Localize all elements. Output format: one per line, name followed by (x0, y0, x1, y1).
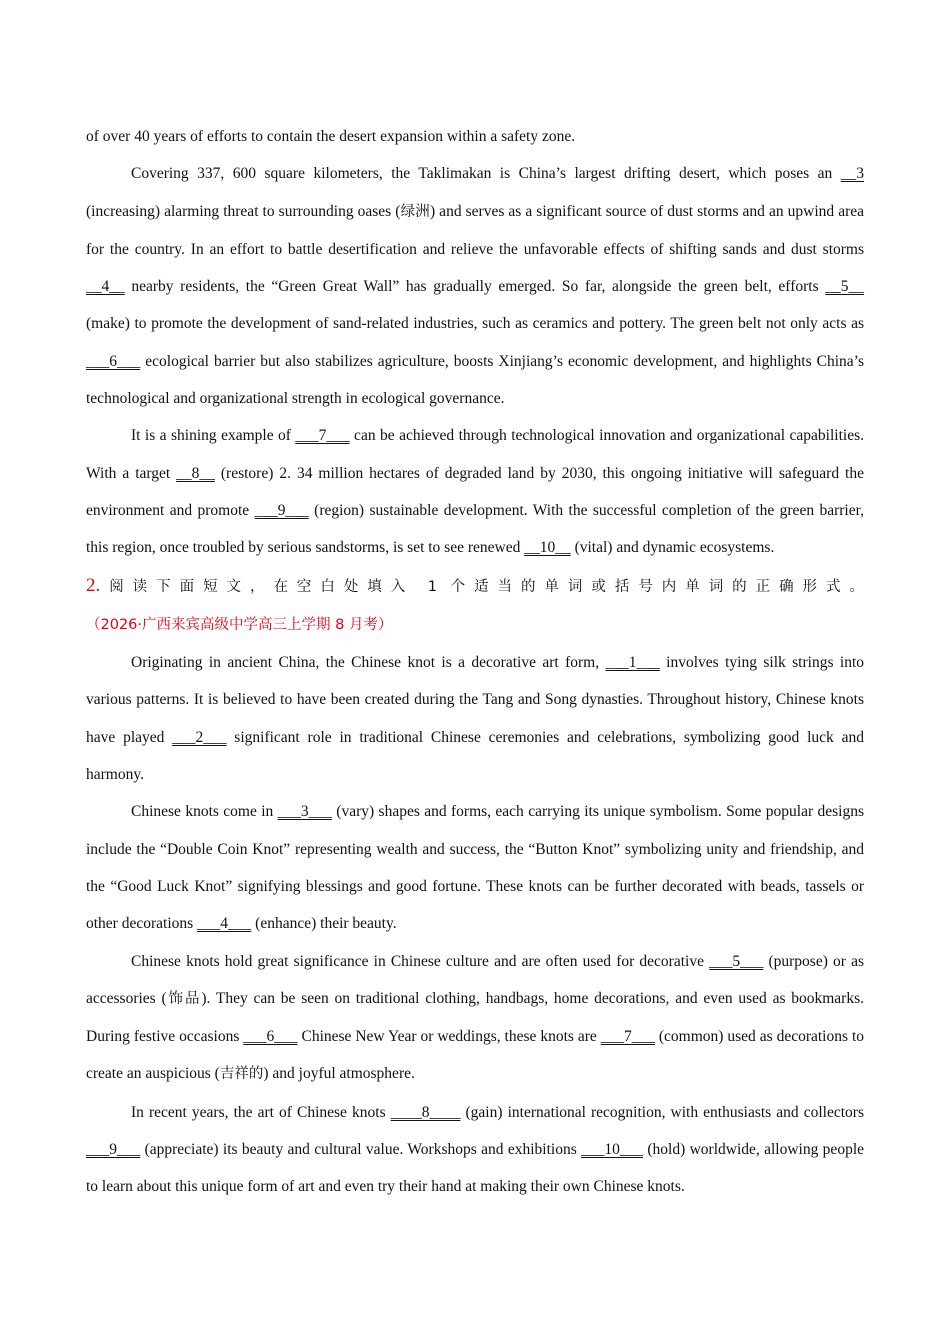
passage2-paragraph-2 (86, 793, 864, 942)
text: Chinese knots come in (131, 803, 278, 821)
blank-3[interactable]: __3 (840, 165, 864, 183)
text: (vary) shapes and forms, each carrying its unique symbolism. Some popular designs include the “Double Coin Knot” representing wealth and success, the “Button Knot” symbolizing unity and friendship, and the “Good Luck Knot” signifying blessings and good fortune. These knots can be further decorated with beads, tassels or other decorations (86, 803, 864, 933)
text: (appreciate) its beauty and cultural value. Workshops and exhibitions (140, 1141, 582, 1159)
passage2-paragraph-4 (86, 1094, 864, 1206)
text: In recent years, the art of Chinese knots (131, 1103, 391, 1121)
blank-5[interactable]: ___5___ (709, 952, 764, 970)
section-2-heading (86, 567, 864, 645)
passage1-paragraph-1 (86, 155, 864, 417)
chinese-gloss: 吉祥的 (219, 1066, 264, 1083)
text: (increasing) alarming threat to surrounding oases ( (86, 202, 401, 220)
section-source: （2026·广西来宾高级中学高三上学期 8 月考） (86, 616, 393, 633)
text: (make) to promote the development of sand-related industries, such as ceramics and pottery. The green belt not only acts as (86, 315, 864, 333)
text: ). They can be seen on traditional clothing, handbags, home decorations, and even used as bookmarks. During festive occasions (86, 989, 865, 1046)
blank-9[interactable]: ___9___ (254, 501, 309, 519)
blank-1[interactable]: ___1___ (605, 654, 660, 672)
document-page (86, 118, 864, 1206)
blank-8[interactable]: ____8____ (390, 1103, 461, 1121)
chinese-gloss: 绿洲 (400, 203, 430, 220)
text: (enhance) their beauty. (251, 915, 397, 933)
blank-7[interactable]: ___7___ (295, 427, 350, 445)
blank-6[interactable]: ___6___ (86, 352, 141, 370)
blank-5[interactable]: __5__ (825, 278, 864, 296)
blank-10[interactable]: ___10___ (581, 1141, 644, 1159)
text: (restore) 2. 34 million hectares of degraded land by 2030, this ongoing initiative will safeguard the environment and promote (86, 464, 864, 519)
blank-8[interactable]: __8__ (176, 464, 215, 482)
text: (region) sustainable development. With the successful completion of the green barrier, this region, once troubled by serious sandstorms, is set to see renewed (86, 501, 865, 557)
text: Originating in ancient China, the Chinese knot is a decorative art form, (131, 654, 606, 672)
blank-2[interactable]: ___2___ (172, 728, 227, 746)
text: ecological barrier but also stabilizes agriculture, boosts Xinjiang’s economic development, and highlights China’s technological and organizational strength in ecological governance. (86, 352, 864, 408)
text: Chinese New Year or weddings, these knots are (297, 1028, 601, 1046)
section-instruction: 阅读下面短文，在空白处填入 1 个适当的单词或括号内单词的正确形式。 (100, 578, 864, 595)
text: involves tying silk strings into various patterns. It is believed to have been created during the Tang and Song dynasties. Throughout history, Chinese knots have played (86, 654, 864, 746)
text: (gain) international recognition, with enthusiasts and collectors (460, 1103, 864, 1121)
text: (purpose) or as accessories ( (86, 952, 864, 1007)
text: nearby residents, the “Green Great Wall” has gradually emerged. So far, alongside the green belt, efforts (124, 278, 826, 296)
section-number: 2. (86, 574, 101, 596)
passage2-paragraph-1 (86, 644, 864, 793)
blank-6[interactable]: ___6___ (243, 1028, 298, 1046)
passage1-paragraph-0 (86, 118, 864, 155)
blank-9[interactable]: ___9___ (86, 1141, 141, 1159)
passage2-paragraph-3 (86, 943, 864, 1094)
passage1-paragraph-2 (86, 417, 864, 566)
text: significant role in traditional Chinese ceremonies and celebrations, symbolizing good luck and harmony. (86, 728, 865, 784)
text: ) and joyful atmosphere. (263, 1065, 415, 1083)
blank-4[interactable]: __4__ (86, 278, 125, 296)
text: It is a shining example of (131, 427, 296, 445)
text: (common) used as decorations to create an auspicious ( (86, 1028, 865, 1083)
text: Covering 337, 600 square kilometers, the Taklimakan is China’s largest drifting desert, which poses an (131, 165, 841, 183)
text: ) and serves as a significant source of dust storms and an upwind area for the country. In an effort to battle desertification and relieve the unfavorable effects of shifting sands and dust storms (86, 202, 864, 258)
blank-4[interactable]: ___4___ (197, 915, 252, 933)
chinese-gloss: 饰品 (166, 990, 202, 1007)
text: can be achieved through technological innovation and organizational capabilities. With a target (86, 427, 864, 482)
blank-7[interactable]: ___7___ (600, 1028, 655, 1046)
text: of over 40 years of efforts to contain the desert expansion within a safety zone. (86, 128, 576, 145)
blank-3[interactable]: ___3___ (277, 803, 332, 821)
blank-10[interactable]: __10__ (524, 539, 571, 557)
text: (hold) worldwide, allowing people to learn about this unique form of art and even try their hand at making their own Chinese knots. (86, 1141, 865, 1196)
text: (vital) and dynamic ecosystems. (570, 539, 775, 557)
text: Chinese knots hold great significance in Chinese culture and are often used for decorative (131, 952, 710, 970)
